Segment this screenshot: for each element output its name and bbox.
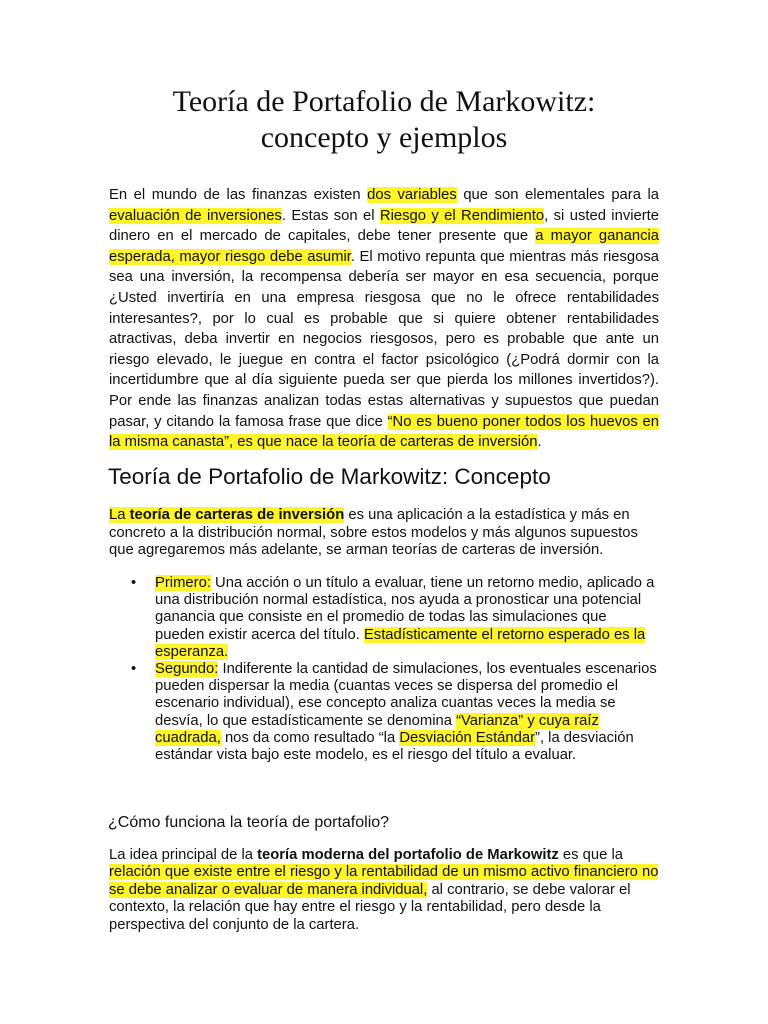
bullet-label: Segundo:	[155, 661, 219, 678]
section-heading: Teoría de Portafolio de Markowitz: Concepto	[108, 464, 551, 489]
intro-highlight-5: “No es bueno poner todos los huevos en la misma canasta”, es que nace la teoría de carteras de inversión	[109, 413, 659, 451]
bullet-highlight-2: Desviación Estándar	[399, 729, 536, 746]
bullet-icon: •	[131, 575, 137, 591]
intro-text-1: En el mundo de las finanzas existen	[109, 187, 368, 203]
intro-text-3: . Estas son el	[281, 207, 380, 224]
bullet-text-2: nos da como resultado “la	[220, 729, 400, 746]
intro-highlight-1: dos variables	[367, 187, 457, 203]
concept-highlight-lead: La	[109, 507, 130, 523]
concept-bullet-list	[109, 575, 659, 764]
intro-text-2: que son elementales para la	[456, 187, 660, 203]
intro-text-5: . El motivo repunta que mientras más riesgosa sea una inversión, la recompensa debería ser mayor en esa secuencia, porque ¿Usted invertiría en una empresa riesgosa que no le ofrece rentabilidades interesantes?, por lo cual es probable que si quiere obtener rentabilidades atractivas, deba invertir en negocios riesgosos, pero es probable que ante un riesgo elevado, le juegue en contra el factor psicológico (¿Podrá dormir con la incertidumbre que al día siguiente pueda ser que pierda los millones invertidos?). Por ende las finanzas analizan todas estas alternativas y supuestos que puedan pasar, y citando la famosa frase que dice	[109, 248, 660, 430]
closing-text-3: al contrario, se debe valorar el contexto, la relación que hay entre el riesgo y la rentabilidad, pero desde la perspectiva del conjunto de la cartera.	[109, 881, 631, 933]
bullet-text-3: ”, la desviación estándar vista bajo este modelo, es el riesgo del título a evaluar.	[155, 729, 634, 764]
subheading: ¿Cómo funciona la teoría de portafolio?	[108, 814, 390, 831]
title-line-1: Teoría de Portafolio de Markowitz:	[172, 85, 596, 118]
intro-text-4: , si usted invierte dinero en el mercado de capitales, debe tener presente que	[109, 207, 660, 245]
document-title	[100, 84, 668, 156]
bullet-highlight: Estadísticamente el retorno esperado es la esperanza.	[155, 626, 646, 660]
list-item	[109, 575, 659, 661]
closing-paragraph	[109, 847, 659, 934]
intro-highlight-2: evaluación de inversiones	[109, 207, 282, 224]
closing-bold: teoría moderna del portafolio de Markowitz	[257, 847, 559, 863]
closing-text-2: es que la	[558, 847, 623, 863]
intro-highlight-4: a mayor ganancia esperada, mayor riesgo debe asumir	[109, 228, 659, 265]
bullet-label: Primero:	[155, 575, 211, 591]
list-item	[109, 661, 659, 764]
bullet-text: Una acción o un título a evaluar, tiene un retorno medio, aplicado a una distribución normal estadística, nos ayuda a pronosticar una potencial ganancia que consiste en el promedio de todas las simulaciones que pueden existir acerca del título.	[155, 575, 655, 643]
intro-paragraph	[109, 185, 659, 453]
concept-paragraph	[109, 507, 659, 560]
bullet-icon: •	[131, 661, 137, 678]
closing-highlight: relación que existe entre el riesgo y la rentabilidad de un mismo activo financiero no se debe analizar o evaluar de manera individual,	[109, 864, 659, 898]
intro-text-6: .	[537, 434, 542, 451]
bullet-text: Indiferente la cantidad de simulaciones, los eventuales escenarios pueden dispersar la media (cuantas veces se dispersa del promedio el escenario individual), ese concepto analiza cuantas veces la media se desvía, lo que estadísticamente se denomina	[155, 661, 657, 729]
title-line-2: concepto y ejemplos	[260, 121, 508, 154]
concept-text: es una aplicación a la estadística y más en concreto a la distribución normal, sobre estos modelos y más algunos supuestos que agregaremos más adelante, se arman teorías de carteras de inversión.	[109, 507, 638, 558]
bullet-highlight: “Varianza” y cuya raíz cuadrada,	[155, 712, 599, 746]
concept-highlight-bold: teoría de carteras de inversión	[129, 507, 345, 523]
closing-text-1: La idea principal de la	[109, 847, 258, 863]
intro-highlight-3: Riesgo y el Rendimiento	[379, 207, 545, 224]
